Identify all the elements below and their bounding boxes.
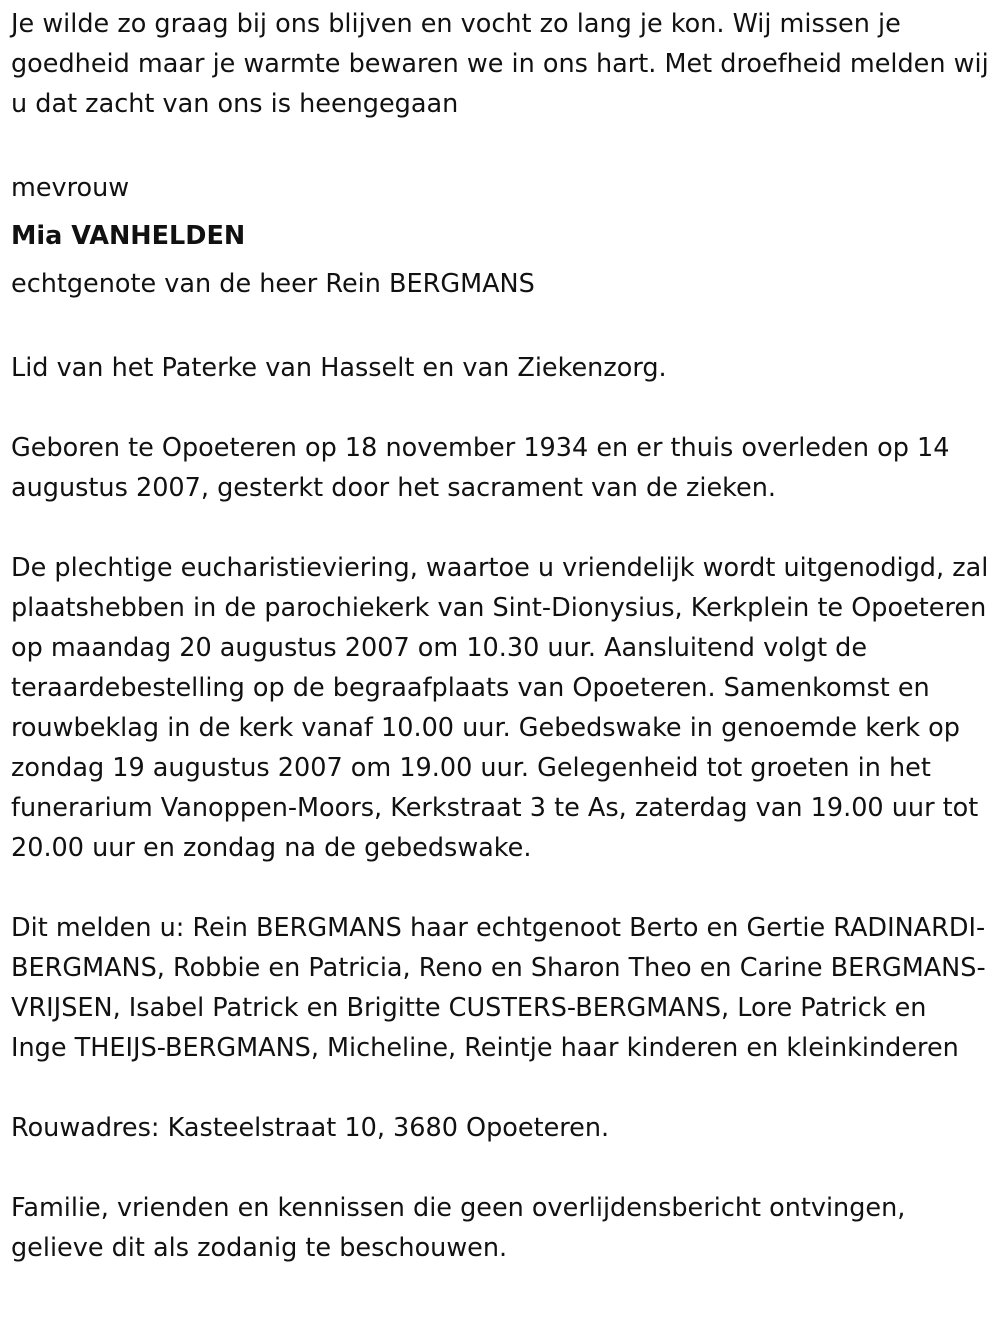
announcers-text: Dit melden u: Rein BERGMANS haar echtgenoot Berto en Gertie RADINARDI-BERGMANS, Robbie en Patricia, Reno en Sharon Theo en Carine BERGMANS-VRIJSEN, Isabel Patrick en Brigitte CUSTERS-BERGMANS, Lore Patrick en Inge THEIJS-BERGMANS, Micheline, Reintje haar kinderen en kleinkinderen (11, 913, 986, 1063)
membership-text: Lid van het Paterke van Hasselt en van Ziekenzorg. (11, 353, 667, 383)
spacer (11, 1068, 989, 1108)
mourning-address: Rouwadres: Kasteelstraat 10, 3680 Opoeteren. (11, 1113, 610, 1143)
ceremony-text: De plechtige eucharistieviering, waartoe u vriendelijk wordt uitgenodigd, zal plaatshebben in de parochiekerk van Sint-Dionysius, Kerkplein te Opoeteren op maandag 20 augustus 2007 om 10.30 uur. Aansluitend volgt de teraardebestelling op de begraafplaats van Opoeteren. Samenkomst en rouwbeklag in de kerk vanaf 10.00 uur. Gebedswake in genoemde kerk op zondag 19 augustus 2007 om 19.00 uur. Gelegenheid tot groeten in het funerarium Vanoppen-Moors, Kerkstraat 3 te As, zaterdag van 19.00 uur tot 20.00 uur en zondag na de gebedswake. (11, 553, 989, 863)
spacer (11, 124, 989, 164)
spacer (11, 868, 989, 908)
spacer (11, 1148, 989, 1188)
spacer (11, 388, 989, 428)
birth-death-text: Geboren te Opoeteren op 18 november 1934 en er thuis overleden op 14 augustus 2007, gesterkt door het sacrament van de zieken. (11, 433, 950, 503)
intro-text: Je wilde zo graag bij ons blijven en vocht zo lang je kon. Wij missen je goedheid maar je warmte bewaren we in ons hart. Met droefheid melden wij u dat zacht van ons is heengegaan (11, 9, 989, 119)
honorific: mevrouw (11, 173, 130, 203)
obituary-notice (11, 4, 989, 1268)
deceased-name: Mia VANHELDEN (11, 221, 246, 251)
closing-text: Familie, vrienden en kennissen die geen overlijdensbericht ontvingen, gelieve dit als zodanig te beschouwen. (11, 1193, 906, 1263)
spacer (11, 308, 989, 348)
spouse-line: echtgenote van de heer Rein BERGMANS (11, 269, 535, 299)
spacer (11, 508, 989, 548)
